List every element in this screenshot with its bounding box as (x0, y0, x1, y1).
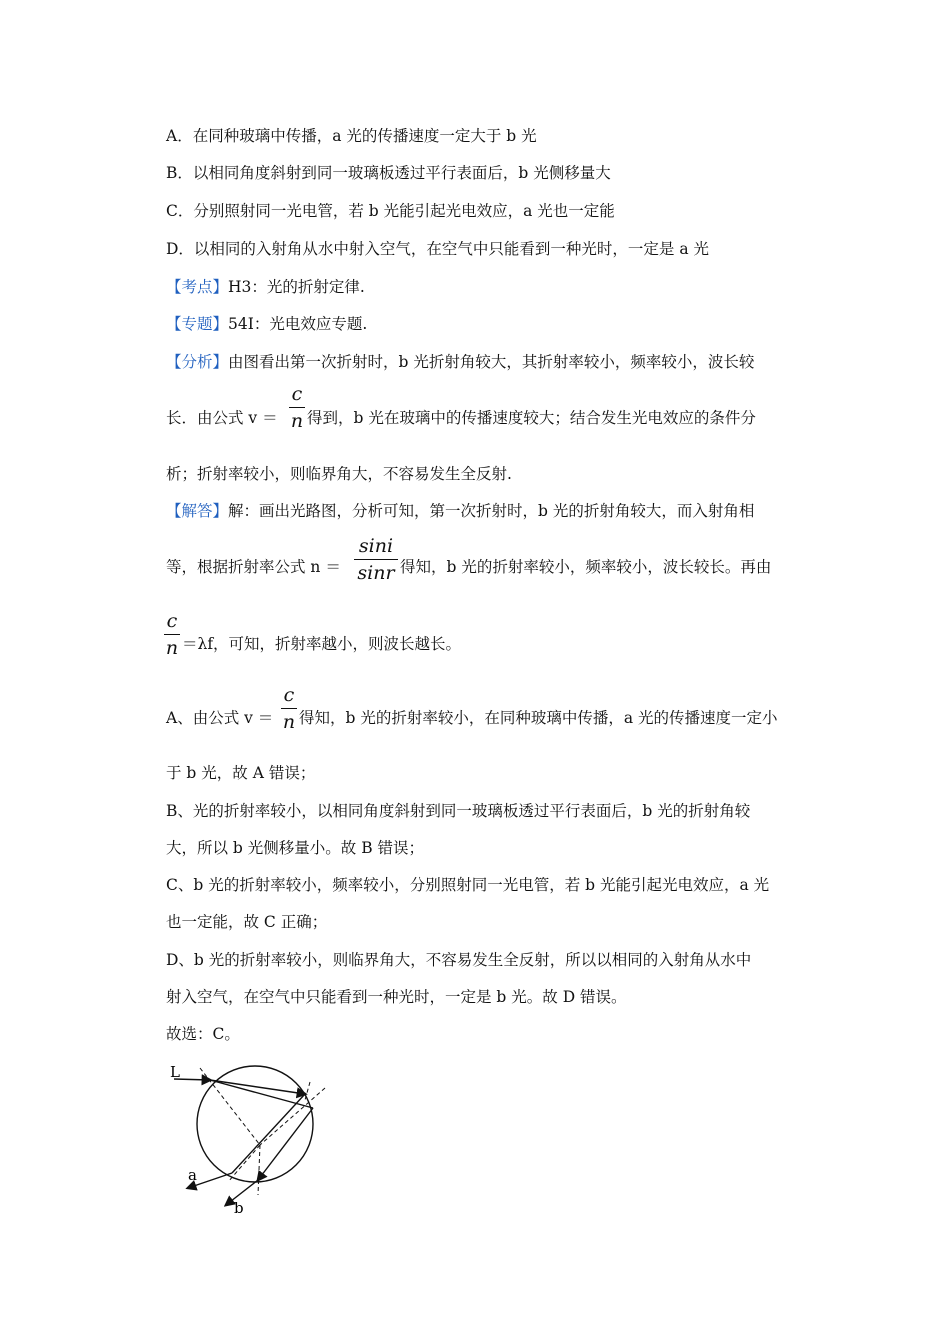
normal-1 (200, 1068, 260, 1145)
option-d: D．以相同的入射角从水中射入空气，在空气中只能看到一种光时，一定是 a 光 (166, 240, 710, 258)
jieda-line1 (166, 499, 754, 521)
zhuanti-text: 54I：光电效应专题. (228, 315, 368, 333)
jieda-line2-post: 得知，b 光的折射率较小，频率较小，波长较长。再由 (400, 558, 772, 576)
kaodian-tag: 【考点】 (166, 278, 229, 296)
jieda-text1: 解：画出光路图，分析可知，第一次折射时，b 光的折射角较大，而入射角相 (228, 502, 755, 520)
formula-c-over-n-1 (289, 385, 305, 431)
denominator: sinr (357, 562, 395, 584)
option-c: C．分别照射同一光电管，若 b 光能引起光电效应，a 光也一定能 (166, 202, 615, 220)
kaodian-text: H3：光的折射定律. (228, 278, 365, 296)
jieda-tag: 【解答】 (166, 502, 229, 520)
label-ray-a: a (188, 1166, 197, 1184)
normal-3 (228, 1145, 260, 1182)
formula-c-over-n-3 (281, 686, 297, 732)
glass-sphere (197, 1066, 313, 1182)
option-a: A．在同种玻璃中传播，a 光的传播速度一定大于 b 光 (166, 127, 537, 145)
analysis-a-post: 得知，b 光的折射率较小，在同种玻璃中传播，a 光的传播速度一定小 (299, 709, 778, 727)
zhuanti-tag: 【专题】 (166, 315, 229, 333)
fenxi-line2-post: 得到，b 光在玻璃中的传播速度较大；结合发生光电效应的条件分 (307, 409, 756, 427)
analysis-b-line1: B、光的折射率较小，以相同角度斜射到同一玻璃板透过平行表面后，b 光的折射角较 (166, 802, 751, 820)
option-b: B．以相同角度斜射到同一玻璃板透过平行表面后，b 光侧移量大 (166, 164, 611, 182)
numerator: sini (358, 535, 394, 557)
analysis-c-line2: 也一定能，故 C 正确； (166, 913, 328, 931)
denominator: n (282, 711, 296, 733)
formula-c-over-n-2 (164, 612, 180, 658)
jieda-line2-pre: 等，根据折射率公式 n ＝ (166, 558, 341, 576)
numerator: c (166, 610, 178, 632)
ray-b-reflected (258, 1108, 313, 1180)
formula-sini-over-sinr (354, 537, 398, 583)
fenxi-text1: 由图看出第一次折射时，b 光折射角较大，其折射率较小，频率较小，波长较 (228, 353, 755, 371)
normal-4 (258, 1145, 260, 1195)
jieda-line3-post: ＝λf，可知，折射率越小，则波长越长。 (182, 635, 462, 653)
analysis-c-line1: C、b 光的折射率较小，频率较小，分别照射同一光电管，若 b 光能引起光电效应，a 光 (166, 876, 770, 894)
numerator: c (283, 684, 295, 706)
label-ray-b: b (234, 1199, 244, 1217)
denominator: n (290, 410, 304, 432)
fenxi-line1 (166, 350, 754, 372)
fenxi-line2-pre: 长．由公式 v ＝ (166, 409, 278, 427)
kaodian-line (166, 275, 365, 297)
analysis-d-line1: D、b 光的折射率较小，则临界角大，不容易发生全反射，所以以相同的入射角从水中 (166, 951, 752, 969)
answer-line: 故选：C。 (166, 1025, 240, 1043)
denominator: n (165, 637, 179, 659)
analysis-a-pre: A、由公式 v ＝ (166, 709, 274, 727)
fenxi-tag: 【分析】 (166, 353, 229, 371)
fenxi-line3: 析；折射率较小，则临界角大，不容易发生全反射. (166, 465, 512, 483)
zhuanti-line (166, 312, 367, 334)
analysis-a-line2: 于 b 光，故 A 错误； (166, 764, 316, 782)
analysis-b-line2: 大，所以 b 光侧移量小。故 B 错误； (166, 839, 425, 857)
ray-a-inside (210, 1080, 305, 1094)
numerator: c (291, 383, 303, 405)
normal-5 (305, 1082, 310, 1100)
label-incident: L (170, 1063, 180, 1081)
analysis-d-line2: 射入空气，在空气中只能看到一种光时，一定是 b 光。故 D 错误。 (166, 988, 627, 1006)
light-path-diagram (160, 1060, 340, 1220)
